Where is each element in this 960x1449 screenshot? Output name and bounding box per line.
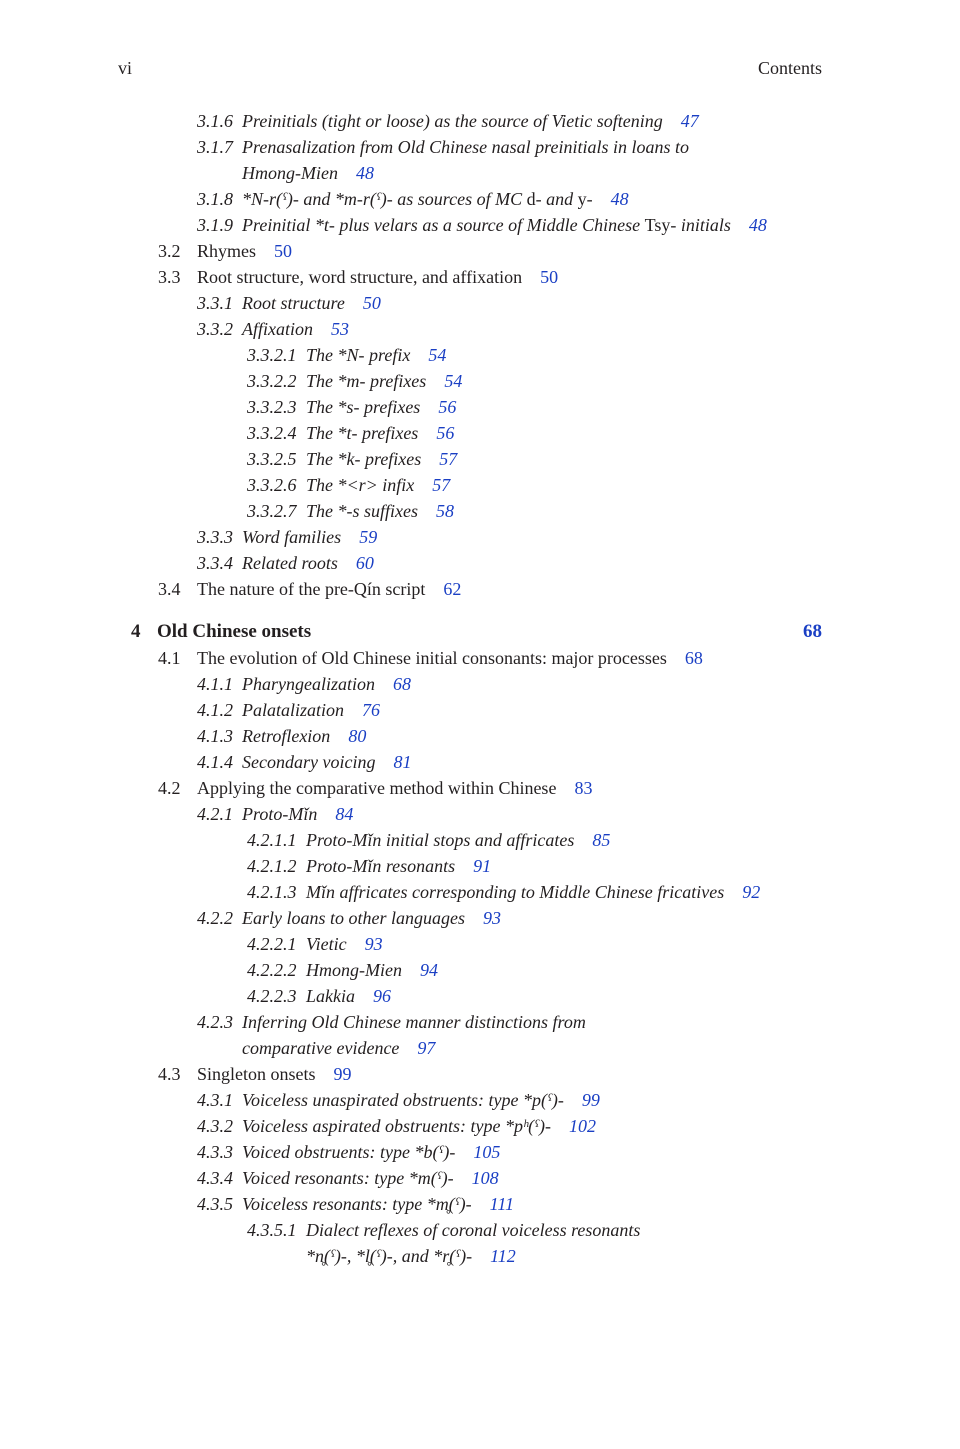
toc-entry-page[interactable]: 111 (489, 1194, 514, 1214)
toc-entry[interactable] (0, 472, 960, 498)
toc-entry-number: 3.1.6 (197, 111, 233, 131)
toc-entry-title: The *m- prefixes 54 (306, 371, 463, 391)
toc-entry-title: Retroflexion 80 (242, 726, 367, 746)
toc-entry-page[interactable]: 50 (274, 241, 293, 261)
toc-entry[interactable] (0, 1113, 960, 1139)
toc-entry-page[interactable]: 99 (333, 1064, 352, 1084)
toc-entry-page[interactable]: 91 (473, 856, 492, 876)
toc-entry-title: Affixation 53 (242, 319, 349, 339)
toc-entry-page[interactable]: 99 (581, 1090, 600, 1110)
toc-entry[interactable] (0, 290, 960, 316)
toc-entry-number: 3.3.2.7 (247, 501, 297, 521)
toc-entry-page[interactable]: 112 (490, 1246, 516, 1266)
toc-entry-page[interactable]: 92 (742, 882, 761, 902)
toc-entry-page[interactable]: 102 (568, 1116, 596, 1136)
toc-entry-page[interactable]: 108 (471, 1168, 499, 1188)
toc-entry[interactable] (0, 394, 960, 420)
toc-entry-page[interactable]: 58 (436, 501, 454, 521)
toc-entry-title-continued: comparative evidence 97 (242, 1038, 436, 1058)
toc-entry-title: Preinitials (tight or loose) as the source of Vietic softening 47 (242, 111, 699, 131)
toc-entry[interactable] (0, 1009, 960, 1061)
toc-entry-number: 3.3.2.6 (247, 475, 297, 495)
toc-entry-title: Voiceless unaspirated obstruents: type *p(ˤ)- 99 (242, 1090, 600, 1110)
toc-entry-number: 4.2.1 (197, 804, 233, 824)
toc-entry-title: Voiced resonants: type *m(ˤ)- 108 (242, 1168, 499, 1188)
toc-entry-page[interactable]: 80 (348, 726, 367, 746)
toc-entry-title: Rhymes 50 (197, 241, 293, 261)
toc-entry[interactable] (0, 827, 960, 853)
toc-entry-page[interactable]: 56 (438, 397, 457, 417)
toc-entry-title: The *-s suffixes 58 (306, 501, 454, 521)
toc-entry-title: Dialect reflexes of coronal voiceless resonants (306, 1220, 641, 1240)
toc-entry[interactable] (0, 576, 960, 602)
toc-entry[interactable] (0, 749, 960, 775)
toc-entry[interactable] (0, 879, 960, 905)
toc-entry-title: Proto-Mǐn 84 (242, 804, 354, 824)
toc-entry-number: 3.3.2.5 (247, 449, 297, 469)
toc-entry-title: Proto-Mǐn initial stops and affricates 85 (306, 830, 611, 850)
toc-entry-page[interactable]: 48 (355, 163, 374, 183)
toc-entry-page[interactable]: 76 (362, 700, 381, 720)
toc-entry[interactable] (0, 801, 960, 827)
toc-entry[interactable] (0, 264, 960, 290)
toc-entry-page[interactable]: 81 (393, 752, 412, 772)
toc-entry-number: 4.1.4 (197, 752, 233, 772)
toc-entry-page[interactable]: 48 (748, 215, 767, 235)
running-head: Contents (757, 58, 822, 78)
toc-entry[interactable] (0, 697, 960, 723)
toc-entry[interactable] (0, 420, 960, 446)
toc-entry-number: 3.3.2.2 (247, 371, 297, 391)
toc-entry-page[interactable]: 84 (335, 804, 354, 824)
toc-entry-page[interactable]: 54 (444, 371, 463, 391)
toc-entry[interactable] (0, 238, 960, 264)
page-folio: vi (118, 58, 133, 78)
toc-entry-title: The *s- prefixes 56 (306, 397, 457, 417)
toc-entry-page[interactable]: 93 (483, 908, 501, 928)
toc-entry-page[interactable]: 57 (439, 449, 458, 469)
toc-entry-page[interactable]: 68 (393, 674, 411, 694)
toc-entry-number: 4.3.1 (197, 1090, 233, 1110)
toc-entry[interactable] (0, 550, 960, 576)
toc-entry-title: The *k- prefixes 57 (306, 449, 458, 469)
toc-entry[interactable] (0, 134, 960, 186)
toc-entry-title: Hmong-Mien 94 (306, 960, 438, 980)
toc-entry[interactable] (0, 645, 960, 671)
toc-entry-title: The *N- prefix 54 (306, 345, 447, 365)
toc-entry[interactable] (0, 342, 960, 368)
toc-entry-page[interactable]: 97 (417, 1038, 436, 1058)
toc-entry-number: 4.2.2.2 (247, 960, 297, 980)
toc-entry-title: Word families 59 (242, 527, 378, 547)
toc-entry[interactable] (0, 723, 960, 749)
toc-entry[interactable] (0, 1061, 960, 1087)
toc-entry-number: 4.2.1.3 (247, 882, 297, 902)
toc-entry[interactable] (0, 186, 960, 212)
toc-entry-title: The evolution of Old Chinese initial consonants: major processes 68 (197, 648, 703, 668)
toc-entry[interactable] (0, 108, 960, 134)
toc-entry-page[interactable]: 59 (359, 527, 378, 547)
toc-entry-title: The nature of the pre-Qín script 62 (197, 579, 462, 599)
toc-entry-page[interactable]: 54 (428, 345, 447, 365)
toc-entry[interactable] (0, 1139, 960, 1165)
toc-entry-page[interactable]: 53 (331, 319, 349, 339)
toc-entry-page[interactable]: 56 (436, 423, 455, 443)
toc-entry-number: 3.3.2.3 (247, 397, 297, 417)
toc-entry-title: Preinitial *t- plus velars as a source of Middle Chinese Tsy- initials 48 (242, 215, 767, 235)
toc-entry-number: 3.3.2.4 (247, 423, 297, 443)
toc-entry-number: 3.3.2 (197, 319, 233, 339)
toc-entry-page[interactable]: 83 (574, 778, 593, 798)
chapter-page[interactable]: 68 (803, 621, 822, 642)
toc-entry-number: 3.1.7 (197, 137, 233, 157)
toc-entry-number: 4.1 (158, 648, 181, 668)
toc-entry-number: 3.1.9 (197, 215, 233, 235)
toc-entry-number: 4.2.3 (197, 1012, 233, 1032)
toc-entry-number: 4.2.1.1 (247, 830, 297, 850)
toc-entry[interactable] (0, 983, 960, 1009)
toc-entry-title: *N-r(ˤ)- and *m-r(ˤ)- as sources of MC d- and y- 48 (242, 189, 629, 209)
toc-entry-title: Early loans to other languages 93 (242, 908, 501, 928)
toc-entry-title: Related roots 60 (242, 553, 374, 573)
toc-entry-number: 3.1.8 (197, 189, 233, 209)
toc-entry[interactable] (0, 1165, 960, 1191)
toc-entry-number: 4.2.1.2 (247, 856, 297, 876)
toc-entry-title: Palatalization 76 (242, 700, 381, 720)
toc-entry-title: Voiceless resonants: type *m̥(ˤ)- 111 (242, 1194, 514, 1214)
toc-entry-number: 3.3.1 (197, 293, 233, 313)
toc-entry-number: 4.2.2.1 (247, 934, 297, 954)
toc-entry[interactable] (0, 1087, 960, 1113)
toc-entry[interactable] (0, 775, 960, 801)
toc-entry[interactable] (0, 368, 960, 394)
toc-entry[interactable] (0, 498, 960, 524)
toc-entry-number: 4.3.5.1 (247, 1220, 297, 1240)
chapter-number: 4 (131, 621, 141, 642)
toc-entry-page[interactable]: 93 (364, 934, 383, 954)
toc-entry[interactable] (0, 905, 960, 931)
toc-entry-number: 4.1.1 (197, 674, 233, 694)
toc-entry-title: Proto-Mǐn resonants 91 (306, 856, 492, 876)
toc-entry[interactable] (0, 853, 960, 879)
toc-entry-title: Pharyngealization 68 (242, 674, 411, 694)
toc-entry-page[interactable]: 105 (473, 1142, 501, 1162)
toc-entry-title: The *<r> infix 57 (306, 475, 451, 495)
toc-entry-page[interactable]: 85 (592, 830, 611, 850)
toc-entry-title: Prenasalization from Old Chinese nasal preinitials in loans to (242, 137, 690, 157)
toc-entry-number: 4.3.2 (197, 1116, 233, 1136)
toc-entry-title: Secondary voicing 81 (242, 752, 412, 772)
toc-entry-title-continued: Hmong-Mien 48 (242, 163, 374, 183)
toc-entry-number: 3.3.2.1 (247, 345, 297, 365)
toc-entry-page[interactable]: 50 (540, 267, 559, 287)
toc-entry-number: 4.3.3 (197, 1142, 233, 1162)
toc-entry[interactable] (0, 446, 960, 472)
toc-entry[interactable] (0, 524, 960, 550)
toc-entry-title: Mǐn affricates corresponding to Middle Chinese fricatives 92 (306, 882, 761, 902)
toc-entry-title-continued: *n̥(ˤ)-, *l̥(ˤ)-, and *r̥(ˤ)- 112 (306, 1246, 516, 1266)
toc-entry[interactable] (0, 957, 960, 983)
toc-entry-page[interactable]: 68 (684, 648, 703, 668)
toc-entry[interactable] (0, 1191, 960, 1217)
toc-entry-number: 4.2.2 (197, 908, 233, 928)
toc-entry-number: 4.3.4 (197, 1168, 233, 1188)
toc-entry[interactable] (0, 316, 960, 342)
toc-entry-number: 4.1.2 (197, 700, 233, 720)
toc-entry-title: Root structure, word structure, and affixation 50 (197, 267, 559, 287)
toc-entry[interactable] (0, 931, 960, 957)
toc-entry-title: The *t- prefixes 56 (306, 423, 455, 443)
toc-entry-number: 4.2.2.3 (247, 986, 297, 1006)
toc-entry-number: 4.3.5 (197, 1194, 233, 1214)
toc-entry[interactable] (0, 212, 960, 238)
toc-entry-page[interactable]: 62 (443, 579, 462, 599)
table-of-contents (0, 108, 960, 1269)
toc-entry-number: 3.4 (158, 579, 181, 599)
toc-entry-number: 3.2 (158, 241, 181, 261)
chapter-title: Old Chinese onsets (157, 621, 312, 642)
toc-entry-page[interactable]: 50 (362, 293, 381, 313)
toc-entry-title: Voiceless aspirated obstruents: type *pʰ(ˤ)- 102 (242, 1116, 596, 1136)
toc-entry-title: Inferring Old Chinese manner distinctions from (242, 1012, 586, 1032)
toc-entry-number: 3.3 (158, 267, 181, 287)
toc-entry-number: 4.1.3 (197, 726, 233, 746)
toc-entry-page[interactable]: 96 (373, 986, 391, 1006)
toc-entry-title: Root structure 50 (242, 293, 381, 313)
toc-entry-title: Vietic 93 (306, 934, 383, 954)
toc-entry-number: 3.3.3 (197, 527, 233, 547)
toc-entry[interactable] (0, 1217, 960, 1269)
toc-entry-number: 4.2 (158, 778, 181, 798)
toc-entry[interactable] (0, 671, 960, 697)
toc-entry-number: 3.3.4 (197, 553, 233, 573)
page-header (0, 58, 960, 84)
toc-entry-title: Lakkia 96 (306, 986, 391, 1006)
toc-entry-title: Singleton onsets 99 (197, 1064, 352, 1084)
toc-entry-page[interactable]: 48 (610, 189, 629, 209)
toc-entry-page[interactable]: 60 (355, 553, 374, 573)
chapter-heading[interactable] (0, 619, 960, 645)
toc-entry-number: 4.3 (158, 1064, 181, 1084)
toc-entry-title: Applying the comparative method within Chinese 83 (197, 778, 593, 798)
toc-entry-page[interactable]: 47 (680, 111, 699, 131)
toc-entry-title: Voiced obstruents: type *b(ˤ)- 105 (242, 1142, 501, 1162)
toc-entry-page[interactable]: 57 (432, 475, 451, 495)
toc-entry-page[interactable]: 94 (419, 960, 438, 980)
